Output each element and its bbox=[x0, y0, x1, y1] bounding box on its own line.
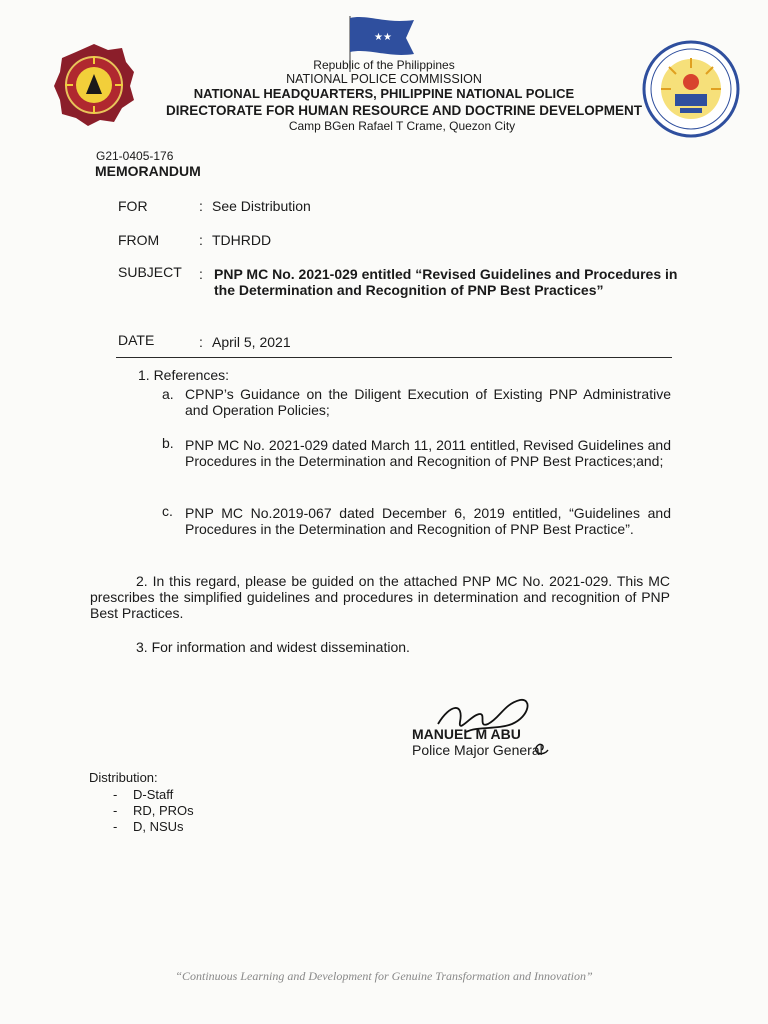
distribution-item: D, NSUs bbox=[133, 819, 184, 834]
reference-b: PNP MC No. 2021-029 dated March 11, 2011 entitled, Revised Guidelines and Procedures in the Determination and Recognition of PNP Best Practices;and; bbox=[185, 437, 671, 469]
signatory-name: MANUEL M ABU bbox=[412, 726, 521, 742]
for-value: See Distribution bbox=[212, 198, 311, 214]
paragraph-3: 3. For information and widest dissemination. bbox=[136, 639, 410, 655]
date-colon: : bbox=[199, 334, 203, 350]
distribution-item: D-Staff bbox=[133, 787, 174, 802]
subject-colon: : bbox=[199, 266, 203, 282]
references-heading: 1. References: bbox=[138, 367, 230, 383]
distribution-dash: - bbox=[113, 787, 118, 802]
from-colon: : bbox=[199, 232, 203, 248]
footer-motto: “Continuous Learning and Development for Genuine Transformation and Innovation” bbox=[175, 969, 593, 983]
distribution-title: Distribution: bbox=[89, 770, 158, 785]
control-number: G21-0405-176 bbox=[96, 149, 174, 163]
memo-type: MEMORANDUM bbox=[95, 163, 201, 179]
header-directorate: DIRECTORATE FOR HUMAN RESOURCE AND DOCTRINE DEVELOPMENT bbox=[165, 103, 642, 118]
reference-a: CPNP’s Guidance on the Diligent Execution of Existing PNP Administrative and Operation Policies; bbox=[185, 386, 671, 418]
from-label: FROM bbox=[118, 232, 160, 248]
divider bbox=[116, 357, 672, 358]
header-address: Camp BGen Rafael T Crame, Quezon City bbox=[288, 119, 516, 133]
distribution-dash: - bbox=[113, 803, 118, 818]
ref-b-letter: b. bbox=[162, 435, 174, 451]
date-label: DATE bbox=[118, 332, 155, 348]
ref-a-letter: a. bbox=[162, 386, 174, 402]
signatory-rank: Police Major General bbox=[412, 742, 543, 758]
ref-c-letter: c. bbox=[162, 503, 173, 519]
paragraph-2: 2. In this regard, please be guided on the attached PNP MC No. 2021-029. This MC prescribes the simplified guidelines and procedures in determination and recognition of PNP Best Practices. bbox=[90, 573, 670, 621]
for-label: FOR bbox=[118, 198, 148, 214]
header-republic: Republic of the Philippines bbox=[313, 58, 455, 72]
header-commission: NATIONAL POLICE COMMISSION bbox=[286, 72, 482, 86]
header-headquarters: NATIONAL HEADQUARTERS, PHILIPPINE NATIONAL POLICE bbox=[193, 86, 575, 101]
svg-text:★★: ★★ bbox=[374, 32, 392, 43]
date-value: April 5, 2021 bbox=[212, 334, 291, 350]
distribution-item: RD, PROs bbox=[133, 803, 194, 818]
distribution-dash: - bbox=[113, 819, 118, 834]
for-colon: : bbox=[199, 198, 203, 214]
subject-value: PNP MC No. 2021-029 entitled “Revised Guidelines and Procedures in the Determination and Recognition of PNP Best Practices” bbox=[214, 266, 678, 298]
reference-c: PNP MC No.2019-067 dated December 6, 2019 entitled, “Guidelines and Procedures in the Determination and Recognition of PNP Best Practice”. bbox=[185, 505, 671, 537]
subject-label: SUBJECT bbox=[118, 264, 182, 280]
from-value: TDHRDD bbox=[212, 232, 272, 248]
